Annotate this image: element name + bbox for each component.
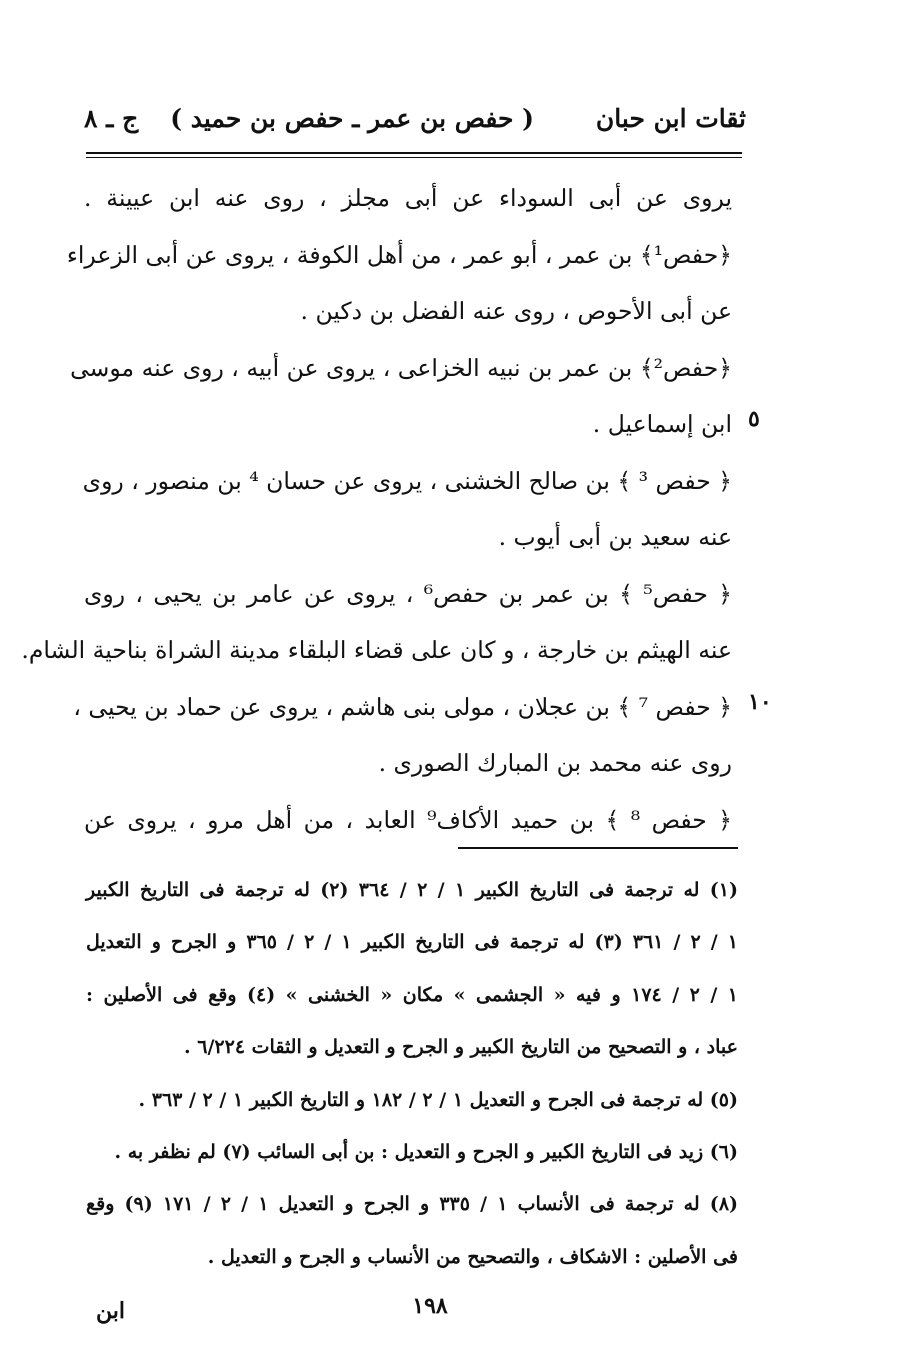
line-number-10: ١٠ — [748, 689, 772, 715]
text-line: روى عنه محمد بن المبارك الصورى . — [378, 749, 732, 777]
text-line: ﴿ حفص ⁸ ﴾ بن حميد الأكاف⁹ العابد ، من أهل مرو ، يروى عن — [84, 805, 732, 834]
footnote-line: (١) له ترجمة فى التاريخ الكبير ١ / ٢ / ٣٦٤ (٢) له ترجمة فى التاريخ الكبير — [86, 879, 738, 901]
catchword: ابن — [96, 1298, 125, 1324]
text-line: يروى عن أبى السوداء عن أبى مجلز ، روى عنه ابن عيينة . — [84, 184, 732, 212]
header-rule-thick — [86, 152, 742, 154]
footnote-line: (٦) زيد فى التاريخ الكبير و الجرح و التعديل : بن أبى السائب (٧) لم نظفر به . — [114, 1140, 738, 1163]
footnote-line: فى الأصلين : الاشكاف ، والتصحيح من الأنساب و الجرح و التعديل . — [207, 1245, 738, 1268]
text-line: ﴿ حفص⁵ ﴾ بن عمر بن حفص⁶ ، يروى عن عامر بن يحيى ، روى — [84, 579, 733, 608]
text-line: ﴿ حفص ³ ﴾ بن صالح الخشنى ، يروى عن حسان ⁴ بن منصور ، روى — [82, 466, 732, 495]
running-header — [70, 96, 746, 152]
header-rule-thin — [86, 157, 742, 158]
footnote-line: عباد ، و التصحيح من التاريخ الكبير و الجرح و التعديل و الثقات ٦/٢٢٤ . — [184, 1036, 738, 1059]
text-line: ﴿حفص²﴾ بن عمر بن نبيه الخزاعى ، يروى عن أبيه ، روى عنه موسى — [70, 353, 732, 382]
footnote-line: (٥) له ترجمة فى الجرح و التعديل ١ / ٢ / ١٨٢ و التاريخ الكبير ١ / ٢ / ٣٦٣ . — [138, 1088, 738, 1111]
footnotes — [86, 864, 738, 1283]
footnote-line: ١ / ٢ / ٣٦١ (٣) له ترجمة فى التاريخ الكبير ١ / ٢ / ٣٦٥ و الجرح و التعديل — [86, 931, 739, 954]
footnote-separator — [458, 847, 738, 849]
page-number: ١٩٨ — [412, 1293, 448, 1319]
text-line: عن أبى الأحوص ، روى عنه الفضل بن دكين . — [300, 297, 732, 325]
book-title: ثقات ابن حبان — [595, 104, 746, 133]
volume-label: ج ـ ٨ — [84, 104, 139, 133]
footnote-line: (٨) له ترجمة فى الأنساب ١ / ٣٣٥ و الجرح و التعديل ١ / ٢ / ١٧١ (٩) وقع — [86, 1193, 739, 1216]
text-line: عنه سعيد بن أبى أيوب . — [498, 523, 732, 551]
text-line: ابن إسماعيل . — [592, 410, 732, 438]
main-text — [21, 170, 733, 848]
text-line: ﴿حفص¹﴾ بن عمر ، أبو عمر ، من أهل الكوفة ، يروى عن أبى الزعراء — [66, 240, 732, 269]
footnote-line: ١ / ٢ / ١٧٤ و فيه « الجشمى » مكان « الخشنى » (٤) وقع فى الأصلين : — [86, 983, 739, 1006]
text-line: عنه الهيثم بن خارجة ، و كان على قضاء البلقاء مدينة الشراة بناحية الشام. — [21, 636, 732, 664]
line-number-5: ٥ — [748, 406, 760, 432]
text-line: ﴿ حفص ⁷ ﴾ بن عجلان ، مولى بنى هاشم ، يروى عن حماد بن يحيى ، — [73, 692, 732, 721]
section-title: ( حفص بن عمر ـ حفص بن حميد ) — [170, 104, 534, 133]
